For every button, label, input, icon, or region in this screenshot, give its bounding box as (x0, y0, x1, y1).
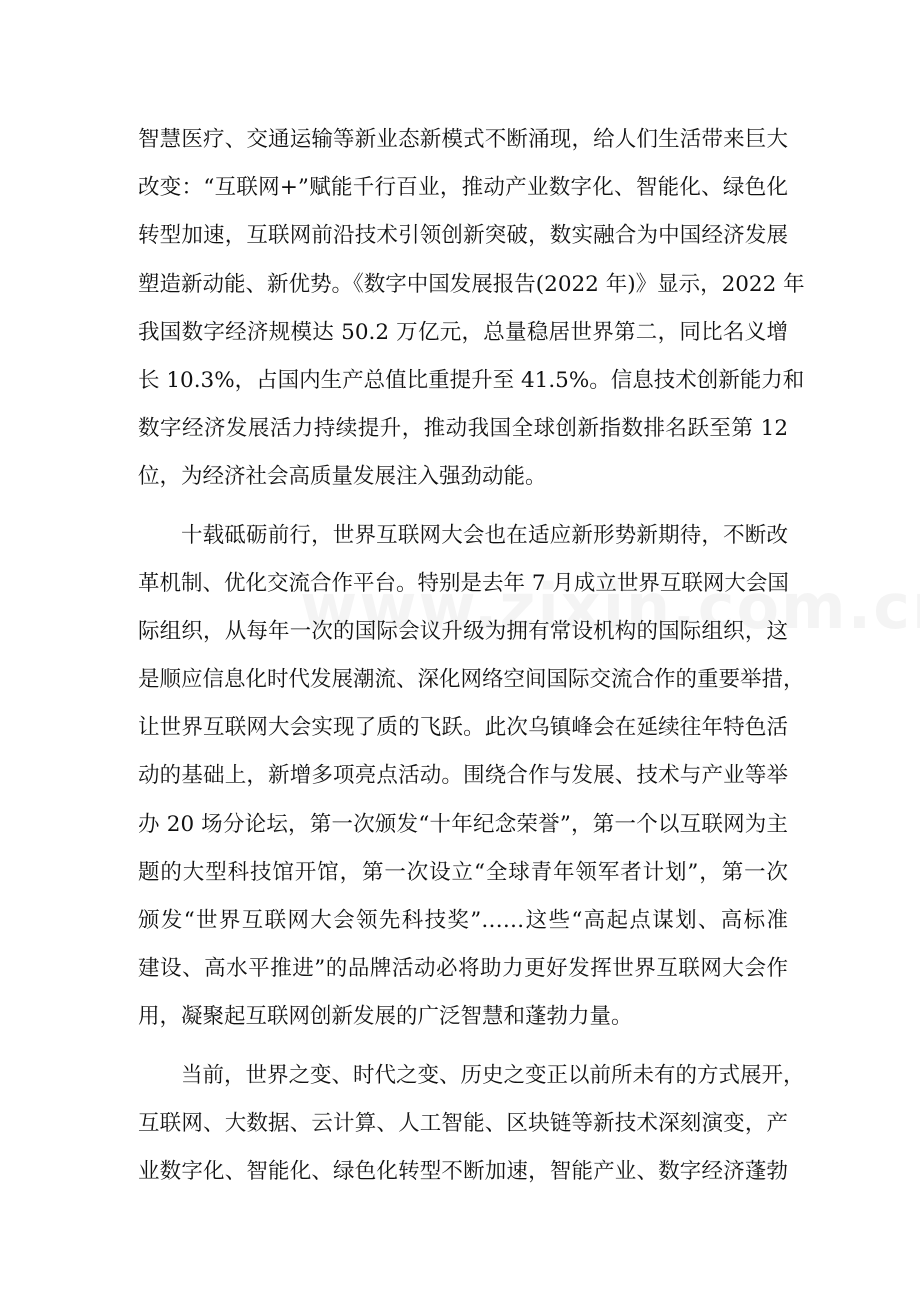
text-line: 建设、高水平推进”的品牌活动必将助力更好发挥世界互联网大会作 (138, 956, 788, 982)
text-line: 当前，世界之变、时代之变、历史之变正以前所未有的方式展开， (181, 1062, 805, 1088)
text-line: 十载砥砺前行，世界互联网大会也在适应新形势新期待，不断改 (181, 522, 788, 548)
text-line: 动的基础上，新增多项亮点活动。围绕合作与发展、技术与产业等举 (138, 763, 788, 789)
paragraph (138, 116, 805, 502)
text-line: 长 10.3%，占国内生产总值比重提升至 41.5%。信息技术创新能力和 (138, 367, 805, 393)
text-line: 用，凝聚起互联网创新发展的广泛智慧和蓬勃力量。 (138, 1004, 633, 1030)
text-line: 是顺应信息化时代发展潮流、深化网络空间国际交流合作的重要举措， (138, 667, 805, 693)
text-line: 智慧医疗、交通运输等新业态新模式不断涌现，给人们生活带来巨大 (138, 127, 788, 152)
paragraph-gap (138, 1042, 788, 1052)
document-body (138, 116, 805, 1196)
text-line: 位，为经济社会高质量发展注入强劲动能。 (138, 464, 547, 490)
text-line: 革机制、优化交流合作平台。特别是去年 7 月成立世界互联网大会国 (138, 570, 789, 596)
text-line: 办 20 场分论坛，第一次颁发“十年纪念荣誉”，第一个以互联网为主 (138, 811, 788, 837)
text-line: 互联网、大数据、云计算、人工智能、区块链等新技术深刻演变，产 (138, 1110, 788, 1136)
text-line: 让世界互联网大会实现了质的飞跃。此次乌镇峰会在延续往年特色活 (138, 715, 788, 741)
text-line: 颁发“世界互联网大会领先科技奖”……这些“高起点谋划、高标准 (138, 908, 788, 933)
paragraph-gap (138, 502, 788, 512)
text-line: 际组织，从每年一次的国际会议升级为拥有常设机构的国际组织，这 (138, 618, 788, 644)
paragraph (138, 512, 805, 1042)
text-line: 业数字化、智能化、绿色化转型不断加速，智能产业、数字经济蓬勃 (138, 1158, 788, 1184)
text-line: 我国数字经济规模达 50.2 万亿元，总量稳居世界第二，同比名义增 (138, 319, 788, 345)
text-line: 转型加速，互联网前沿技术引领创新突破，数实融合为中国经济发展 (138, 223, 788, 249)
text-line: 塑造新动能、新优势。《数字中国发展报告(2022 年)》显示，2022 年 (138, 271, 805, 297)
text-line: 题的大型科技馆开馆，第一次设立“全球青年领军者计划”，第一次 (138, 859, 788, 885)
paragraph (138, 1052, 805, 1197)
text-line: 数字经济发展活力持续提升，推动我国全球创新指数排名跃至第 12 (138, 416, 788, 442)
text-line: 改变：“互联网+”赋能千行百业，推动产业数字化、智能化、绿色化 (138, 175, 788, 201)
